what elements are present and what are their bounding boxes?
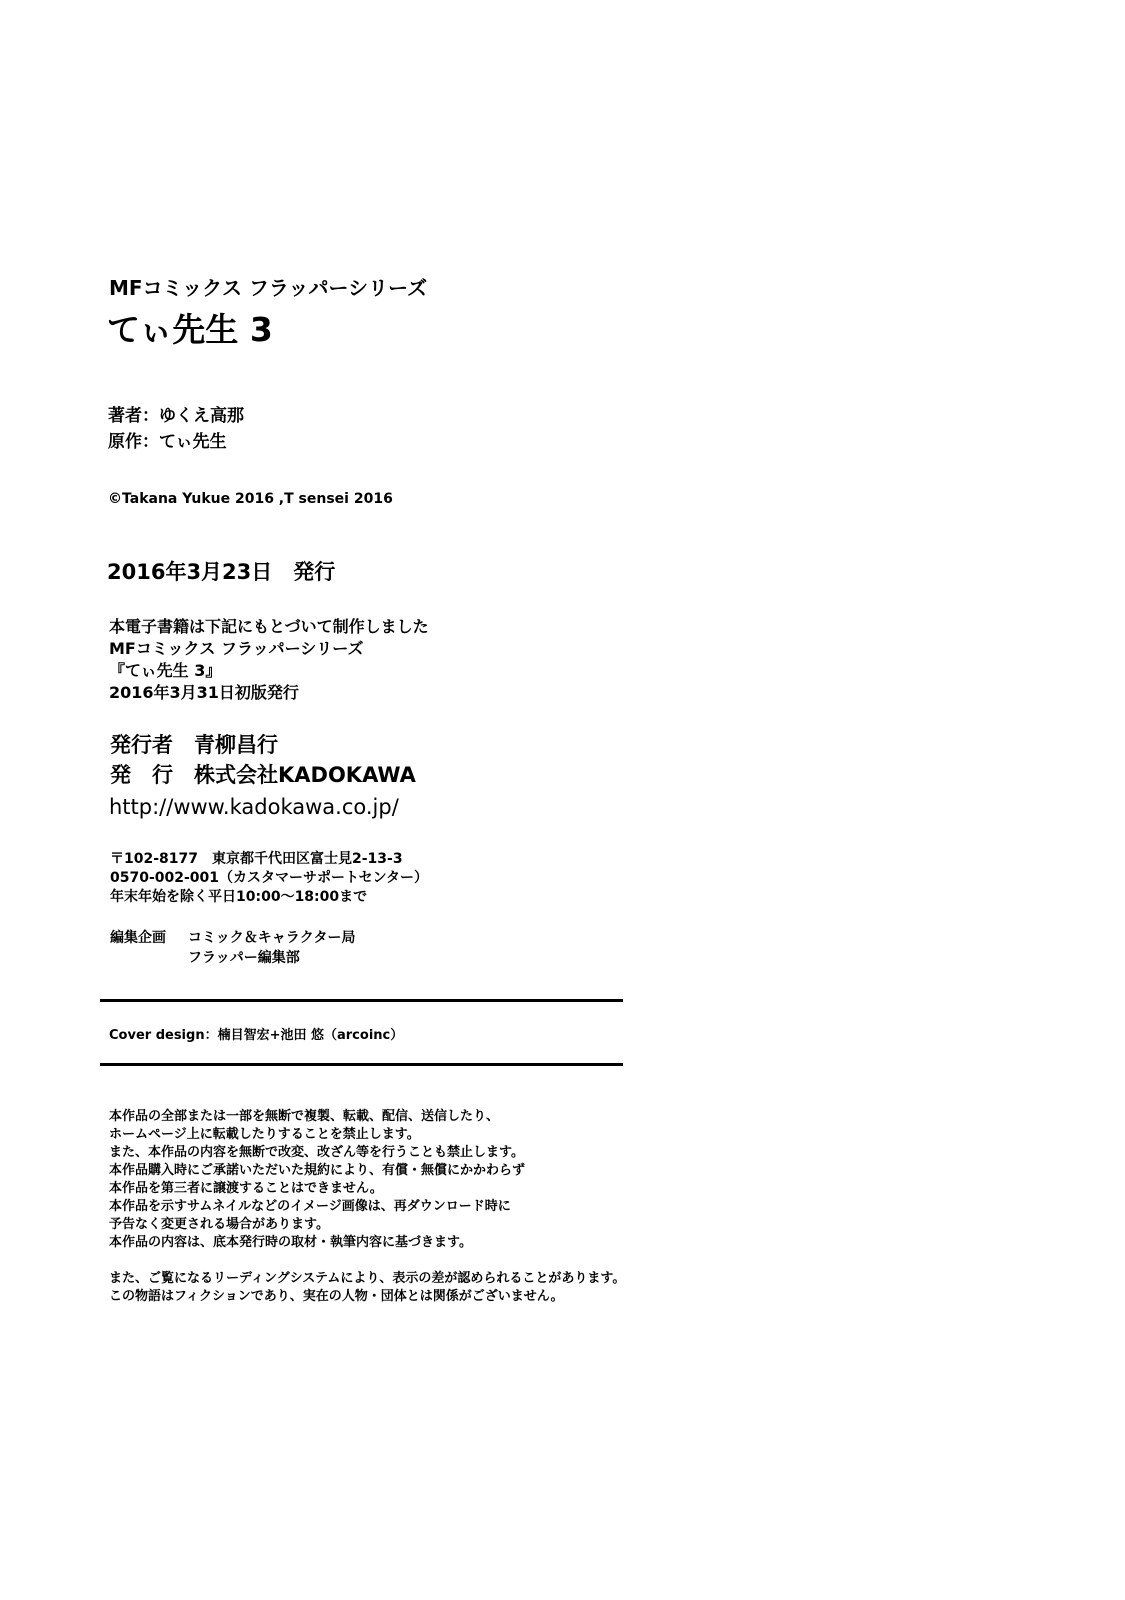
- print-basis-line: 本電子書籍は下記にもとづいて制作しました: [109, 617, 429, 636]
- original-work-credit: 原作：てぃ先生: [108, 432, 227, 452]
- editorial-department: フラッパー編集部: [188, 950, 300, 966]
- publisher-company: 発 行 株式会社KADOKAWA: [110, 763, 416, 787]
- publisher-person: 発行者 青柳昌行: [110, 733, 278, 757]
- phone-number: 0570-002-001（カスタマーサポートセンター）: [110, 870, 429, 886]
- print-basis-line: 『てぃ先生 3』: [109, 661, 222, 680]
- fiction-disclaimer: この物語はフィクションであり、実在の人物・団体とは関係がございません。: [109, 1289, 564, 1304]
- postal-address: 〒102-8177 東京都千代田区富士見2-13-3: [110, 851, 403, 867]
- book-title: てぃ先生 3: [107, 310, 273, 349]
- service-hours: 年末年始を除く平日10:00～18:00まで: [110, 889, 368, 905]
- legal-notice: 本作品を示すサムネイルなどのイメージ画像は、再ダウンロード時に: [109, 1199, 511, 1214]
- editorial-label: 編集企画: [110, 930, 166, 946]
- legal-notice: 本作品を第三者に譲渡することはできません。: [109, 1181, 383, 1196]
- editorial-department: コミック＆キャラクター局: [188, 930, 356, 946]
- legal-notice: ホームページ上に転載したりすることを禁止します。: [109, 1127, 420, 1142]
- print-basis-line: 2016年3月31日初版発行: [109, 683, 299, 702]
- author-credit: 著者：ゆくえ高那: [108, 406, 244, 426]
- divider-line: [100, 1063, 623, 1066]
- series-name: MFコミックス フラッパーシリーズ: [109, 276, 428, 300]
- print-basis-line: MFコミックス フラッパーシリーズ: [109, 639, 364, 658]
- legal-notice: 本作品の内容は、底本発行時の取材・執筆内容に基づきます。: [109, 1235, 472, 1250]
- legal-notice: また、本作品の内容を無断で改変、改ざん等を行うことも禁止します。: [109, 1145, 524, 1160]
- copyright-notice: ©Takana Yukue 2016 ,T sensei 2016: [108, 491, 393, 507]
- legal-notice: 予告なく変更される場合があります。: [109, 1217, 329, 1232]
- publisher-url[interactable]: http://www.kadokawa.co.jp/: [109, 795, 399, 819]
- cover-design-credit: Cover design：楠目智宏+池田 悠（arcoinc）: [109, 1028, 404, 1043]
- divider-line: [100, 999, 623, 1002]
- display-notice: また、ご覧になるリーディングシステムにより、表示の差が認められることがあります。: [109, 1271, 626, 1286]
- legal-notice: 本作品購入時にご承諾いただいた規約により、有償・無償にかかわらず: [109, 1163, 526, 1178]
- release-date: 2016年3月23日 発行: [107, 560, 336, 584]
- legal-notice: 本作品の全部または一部を無断で複製、転載、配信、送信したり、: [109, 1109, 500, 1124]
